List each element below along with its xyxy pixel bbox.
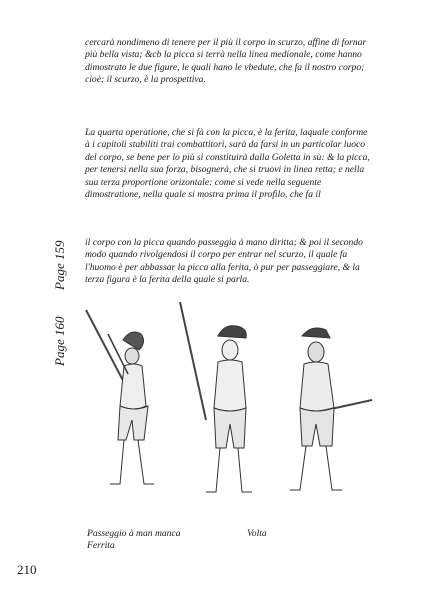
pike-figures-illustration [78, 300, 378, 522]
paragraph-1: cercarà nondimeno di tenere per il più il corpo in scurzo, affine di fornar più bella vista; &cb la picca si terrà nella linea medionale, come hanno dimostrato le due figure, le quali hano le vbedute, che fa il nostro corpo; cioè; il scurzo, è la prospettiva. [85, 37, 367, 86]
paragraph-2: La quarta operatione, che si fà con la picca, è la ferita, laquale conforme à i capitoli stabiliti trai combattitori, sarà da farsi in un particolar luoco del corpo, se bene per lo più si constituirà dalla Goletta in sù: & la picca, per tenersi nella sua forza, bisognerà, che si truovi in linea retta; e nella sua terza proportione orizontale: come si vede nella seguente dimostratione, nella quale si mostra prima il profilo, che fa il [85, 127, 370, 201]
margin-note-page-159: Page 159 [52, 240, 67, 290]
page-number: 210 [17, 562, 37, 577]
caption-passeggio: Passeggio à man manca [87, 528, 181, 539]
pikeman-left-icon [86, 310, 154, 484]
pikeman-center-icon [180, 302, 252, 492]
pikeman-right-icon [290, 328, 372, 490]
margin-note-page-160: Page 160 [52, 316, 67, 366]
paragraph-3: il corpo con la picca quando passeggia à mano diritta; & poi il secondo modo quando rivolgendosi il corpo per entrar nel scurzo, il quale fa l'huomo è per abbassar la picca alla ferita, ò pur per passeggiare, & la terza figura è la ferita della quale si parla. [85, 237, 363, 286]
caption-ferrita: Ferrita [87, 540, 115, 551]
caption-volta: Volta [247, 528, 267, 539]
